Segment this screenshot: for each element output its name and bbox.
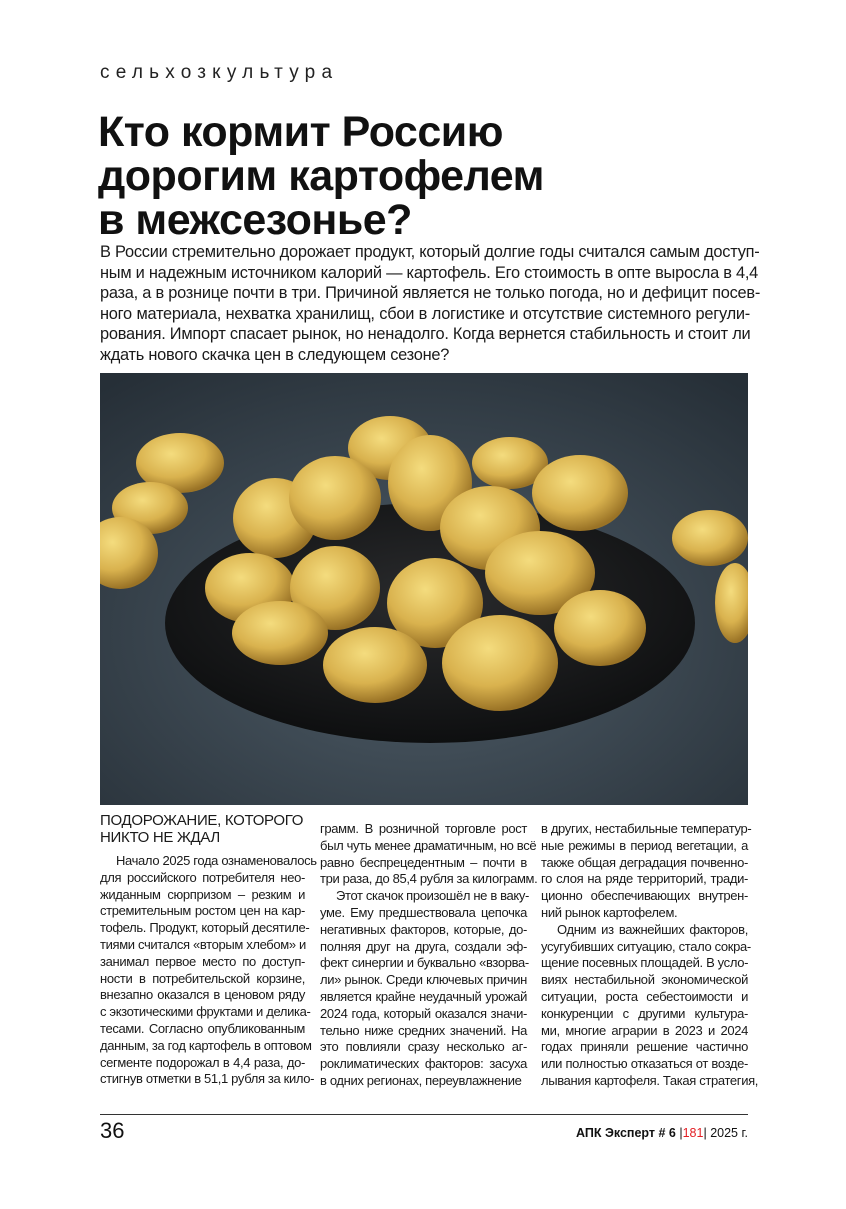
text-line: это повлияли сразу несколько аг- bbox=[320, 1039, 527, 1055]
text-line: является крайне неудачный урожай bbox=[320, 988, 527, 1004]
text-line: стигнув отметки в 51,1 рубля за кило- bbox=[100, 1071, 315, 1087]
text-line: тофель. Продукт, который десятиле- bbox=[100, 920, 310, 936]
title-line: Кто кормит Россию bbox=[98, 108, 503, 156]
text-line: годах приняли решение частично bbox=[541, 1039, 748, 1055]
text-line: тельно ниже средних значений. На bbox=[320, 1022, 527, 1038]
text-line: негативных факторов, которые, до- bbox=[320, 921, 527, 937]
section-rubric: сельхозкультура bbox=[100, 62, 339, 83]
lead-line: ждать нового скачка цен в следующем сезоне? bbox=[100, 345, 450, 364]
text-line: грамм. В розничной торговле рост bbox=[320, 821, 527, 836]
article-lead bbox=[100, 242, 761, 366]
text-line: в одних регионах, переувлажнение bbox=[320, 1072, 522, 1088]
text-line: для российского потребителя нео- bbox=[100, 869, 305, 885]
article-column-1 bbox=[100, 812, 317, 1088]
issue-number: # 6 bbox=[658, 1126, 676, 1140]
text-line: внезапно оказался в ценовом ряду bbox=[100, 987, 305, 1003]
title-line: дорогим картофелем bbox=[98, 152, 544, 200]
text-line: или полностью отказаться от возде- bbox=[541, 1056, 748, 1072]
magazine-issue: АПК Эксперт # 6 |181| 2025 г. bbox=[576, 1126, 748, 1140]
title-line: в межсезонье? bbox=[98, 196, 412, 244]
lead-line: В России стремительно дорожает продукт, который долгие годы считался самым доступ- bbox=[100, 243, 760, 261]
text-line: ситуации, роста себестоимости и bbox=[541, 988, 748, 1004]
lead-line: рования. Импорт спасает рынок, но ненадолго. Когда вернется стабильность и стоит ли bbox=[100, 325, 751, 344]
text-line: был чуть менее драматичным, но всё bbox=[320, 837, 537, 853]
text-line: сегменте подорожал в 4,4 раза, до- bbox=[100, 1054, 305, 1070]
text-line: ми, многие аграрии в 2023 и 2024 bbox=[541, 1022, 748, 1038]
lead-line: раза, а в рознице почти в три. Причиной является не только погода, но и дефицит посев- bbox=[100, 284, 761, 303]
text-line: с экзотическими фруктами и делика- bbox=[100, 1004, 311, 1020]
page-number: 36 bbox=[100, 1118, 125, 1143]
text-line: тиями считался «вторым хлебом» и bbox=[100, 936, 306, 952]
text-line: ний рынок картофелем. bbox=[541, 904, 678, 920]
text-line: 2024 года, который оказался значи- bbox=[320, 1005, 527, 1021]
text-line: три раза, до 85,4 рубля за килограмм. bbox=[320, 871, 538, 887]
text-line: го слоя на ряде территорий, тради- bbox=[541, 871, 748, 887]
text-line: равно беспрецедентным – почти в bbox=[320, 854, 527, 870]
article-title bbox=[98, 110, 758, 242]
section-subheading bbox=[100, 812, 305, 846]
text-line: тесами. Согласно опубликованным bbox=[100, 1020, 305, 1036]
text-line: жиданным сюрпризом – резким и bbox=[100, 886, 305, 902]
subheading-line: ПОДОРОЖАНИЕ, КОТОРОГО bbox=[100, 812, 304, 829]
subheading-line: НИКТО НЕ ЖДАЛ bbox=[100, 829, 220, 846]
text-line: полняя друг на друга, создали эф- bbox=[320, 938, 527, 954]
text-line: ности в потребительской корзине, bbox=[100, 970, 305, 986]
text-line: конкуренции с другими культура- bbox=[541, 1005, 748, 1021]
magazine-name: АПК Эксперт bbox=[576, 1126, 655, 1140]
text-line: уме. Ему предшествовала цепочка bbox=[320, 904, 527, 920]
text-line: Начало 2025 года ознаменовалось bbox=[116, 853, 317, 868]
text-line: данным, за год картофель в оптовом bbox=[100, 1037, 312, 1053]
text-line: ли» рынок. Среди ключевых причин bbox=[320, 972, 527, 988]
text-line: Этот скачок произошёл не в ваку- bbox=[336, 888, 530, 904]
text-line: стремительным ростом цен на кар- bbox=[100, 903, 305, 919]
text-line: фект синергии и буквально «взорва- bbox=[320, 955, 529, 971]
text-line: щение посевных площадей. В усло- bbox=[541, 955, 749, 971]
text-line: также общая деградация почвенно- bbox=[541, 854, 748, 870]
paragraph bbox=[320, 888, 530, 1090]
footer-divider bbox=[100, 1114, 748, 1115]
text-line: роклиматических факторов: засуха bbox=[320, 1056, 527, 1072]
issue-year: 2025 г. bbox=[710, 1126, 748, 1140]
paragraph bbox=[100, 853, 317, 1088]
text-line: усугубивших ситуацию, стало сокра- bbox=[541, 938, 751, 954]
paragraph bbox=[541, 821, 752, 922]
text-line: лывания картофеля. Такая стратегия, bbox=[541, 1072, 759, 1088]
text-line: виях нестабильной экономической bbox=[541, 972, 748, 988]
lead-line: ного материала, нехватка хранилищ, сбои в логистике и отсутствие системного регули- bbox=[100, 304, 750, 323]
text-line: ционно обеспечивающих внутрен- bbox=[541, 888, 748, 904]
article-column-3 bbox=[541, 821, 759, 1090]
potatoes-photo bbox=[100, 373, 748, 805]
text-line: занимал первое место по доступ- bbox=[100, 953, 305, 969]
text-line: в других, нестабильные температур- bbox=[541, 821, 752, 836]
issue-total: 181 bbox=[682, 1126, 704, 1140]
lead-line: ным и надежным источником калорий — картофель. Его стоимость в опте выросла в 4,4 bbox=[100, 263, 759, 282]
text-line: Одним из важнейших факторов, bbox=[557, 921, 748, 937]
text-line: ные режимы в период вегетации, а bbox=[541, 837, 748, 853]
article-column-2 bbox=[320, 821, 538, 1090]
paragraph bbox=[541, 921, 759, 1090]
paragraph bbox=[320, 821, 538, 888]
